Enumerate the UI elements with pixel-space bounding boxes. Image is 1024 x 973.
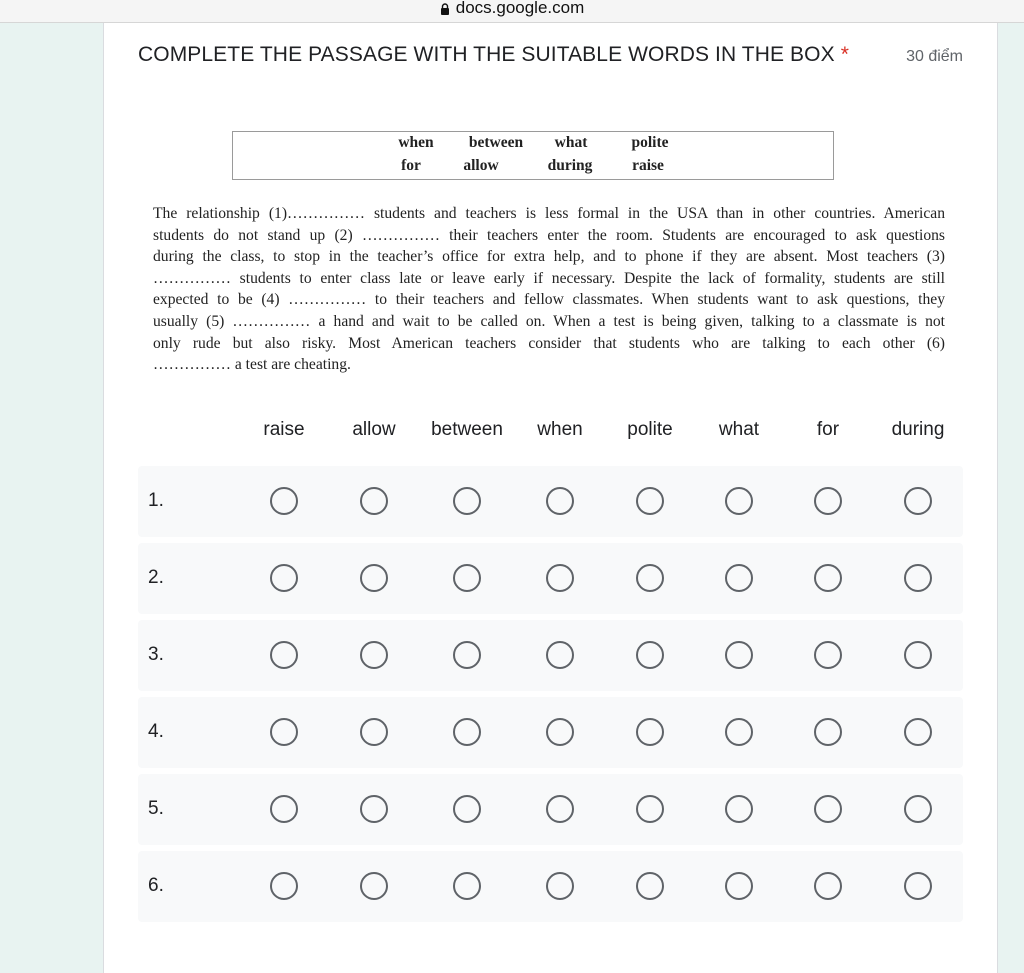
radio-row3-when[interactable] — [546, 641, 574, 669]
question-title-text: COMPLETE THE PASSAGE WITH THE SUITABLE WORDS IN THE BOX — [138, 43, 835, 66]
column-header-raise: raise — [263, 419, 305, 440]
radio-row4-when[interactable] — [546, 718, 574, 746]
radio-row3-during[interactable] — [904, 641, 932, 669]
grid-column-headers — [104, 419, 997, 443]
word-box-word: polite — [631, 134, 669, 151]
passage-image-text — [153, 203, 945, 376]
grid-row-2 — [138, 543, 963, 614]
radio-row2-raise[interactable] — [270, 564, 298, 592]
radio-row1-what[interactable] — [725, 487, 753, 515]
passage-line: students do not stand up (2) …………… their teachers enter the room. Students are encouraged to ask questions — [153, 226, 945, 244]
radio-row2-between[interactable] — [453, 564, 481, 592]
radio-row6-for[interactable] — [814, 872, 842, 900]
passage-line: usually (5) …………… a hand and wait to be called on. When a test is being given, talking to a classmate is not — [153, 312, 945, 330]
column-header-when: when — [537, 419, 583, 440]
radio-row5-what[interactable] — [725, 795, 753, 823]
row-label: 1. — [148, 490, 164, 511]
radio-row5-during[interactable] — [904, 795, 932, 823]
radio-row4-during[interactable] — [904, 718, 932, 746]
radio-row5-raise[interactable] — [270, 795, 298, 823]
radio-row1-for[interactable] — [814, 487, 842, 515]
passage-line: …………… students to enter class late or leave early if necessary. Despite the lack of formality, students are still — [153, 269, 945, 287]
radio-row1-between[interactable] — [453, 487, 481, 515]
passage-line: during the class, to stop in the teacher’s office for extra help, and to phone if they are absent. Most teachers (3) — [153, 248, 945, 266]
radio-row2-during[interactable] — [904, 564, 932, 592]
radio-row5-between[interactable] — [453, 795, 481, 823]
row-label: 3. — [148, 644, 164, 665]
row-label: 5. — [148, 798, 164, 819]
radio-row1-allow[interactable] — [360, 487, 388, 515]
row-label: 6. — [148, 875, 164, 896]
word-box-word: what — [554, 134, 588, 151]
radio-row4-polite[interactable] — [636, 718, 664, 746]
radio-row6-during[interactable] — [904, 872, 932, 900]
radio-row3-what[interactable] — [725, 641, 753, 669]
grid-row-1 — [138, 466, 963, 537]
column-header-allow: allow — [352, 419, 396, 440]
browser-url-bar[interactable] — [0, 0, 1024, 23]
question-title — [138, 43, 849, 67]
radio-row6-when[interactable] — [546, 872, 574, 900]
radio-row6-what[interactable] — [725, 872, 753, 900]
radio-row4-allow[interactable] — [360, 718, 388, 746]
radio-row1-polite[interactable] — [636, 487, 664, 515]
radio-row5-allow[interactable] — [360, 795, 388, 823]
radio-row2-what[interactable] — [725, 564, 753, 592]
radio-row4-for[interactable] — [814, 718, 842, 746]
column-header-what: what — [718, 419, 760, 440]
column-header-between: between — [431, 419, 503, 440]
grid-row-3 — [138, 620, 963, 691]
radio-row6-allow[interactable] — [360, 872, 388, 900]
radio-row6-between[interactable] — [453, 872, 481, 900]
radio-row3-for[interactable] — [814, 641, 842, 669]
radio-row2-allow[interactable] — [360, 564, 388, 592]
radio-row2-when[interactable] — [546, 564, 574, 592]
grid-row-6 — [138, 851, 963, 922]
word-box-word: when — [398, 134, 434, 151]
word-box-word: raise — [632, 157, 664, 174]
radio-row3-between[interactable] — [453, 641, 481, 669]
url-text: docs.google.com — [455, 0, 585, 17]
passage-line: The relationship (1)…………… students and teachers is less formal in the USA than in other countries. American — [153, 205, 945, 222]
radio-row3-polite[interactable] — [636, 641, 664, 669]
radio-row3-raise[interactable] — [270, 641, 298, 669]
radio-row2-polite[interactable] — [636, 564, 664, 592]
word-box-image — [232, 131, 834, 180]
radio-row1-raise[interactable] — [270, 487, 298, 515]
passage-line: expected to be (4) …………… to their teachers and fellow classmates. When students want to ask questions, they — [153, 291, 945, 309]
lock-icon — [440, 3, 450, 15]
radio-row4-between[interactable] — [453, 718, 481, 746]
word-box-word: between — [468, 134, 524, 151]
radio-row5-polite[interactable] — [636, 795, 664, 823]
radio-row5-for[interactable] — [814, 795, 842, 823]
radio-row2-for[interactable] — [814, 564, 842, 592]
radio-row4-raise[interactable] — [270, 718, 298, 746]
radio-row3-allow[interactable] — [360, 641, 388, 669]
radio-row1-when[interactable] — [546, 487, 574, 515]
word-box-word: allow — [463, 157, 499, 174]
radio-row6-raise[interactable] — [270, 872, 298, 900]
passage-line: only rude but also risky. Most American teachers consider that students who are talking to each other (6) — [153, 334, 945, 352]
radio-row6-polite[interactable] — [636, 872, 664, 900]
column-header-during: during — [891, 419, 945, 440]
radio-row4-what[interactable] — [725, 718, 753, 746]
grid-row-4 — [138, 697, 963, 768]
word-box-word: during — [547, 157, 593, 174]
grid-row-5 — [138, 774, 963, 845]
row-label: 2. — [148, 567, 164, 588]
passage-line: …………… a test are cheating. — [153, 356, 351, 374]
question-card — [103, 23, 998, 973]
column-header-polite: polite — [627, 419, 673, 440]
radio-row1-during[interactable] — [904, 487, 932, 515]
radio-row5-when[interactable] — [546, 795, 574, 823]
word-box-word: for — [401, 157, 421, 174]
required-asterisk: * — [840, 43, 849, 66]
column-header-for: for — [816, 419, 840, 440]
points-label: 30 điểm — [906, 48, 963, 65]
row-label: 4. — [148, 721, 164, 742]
